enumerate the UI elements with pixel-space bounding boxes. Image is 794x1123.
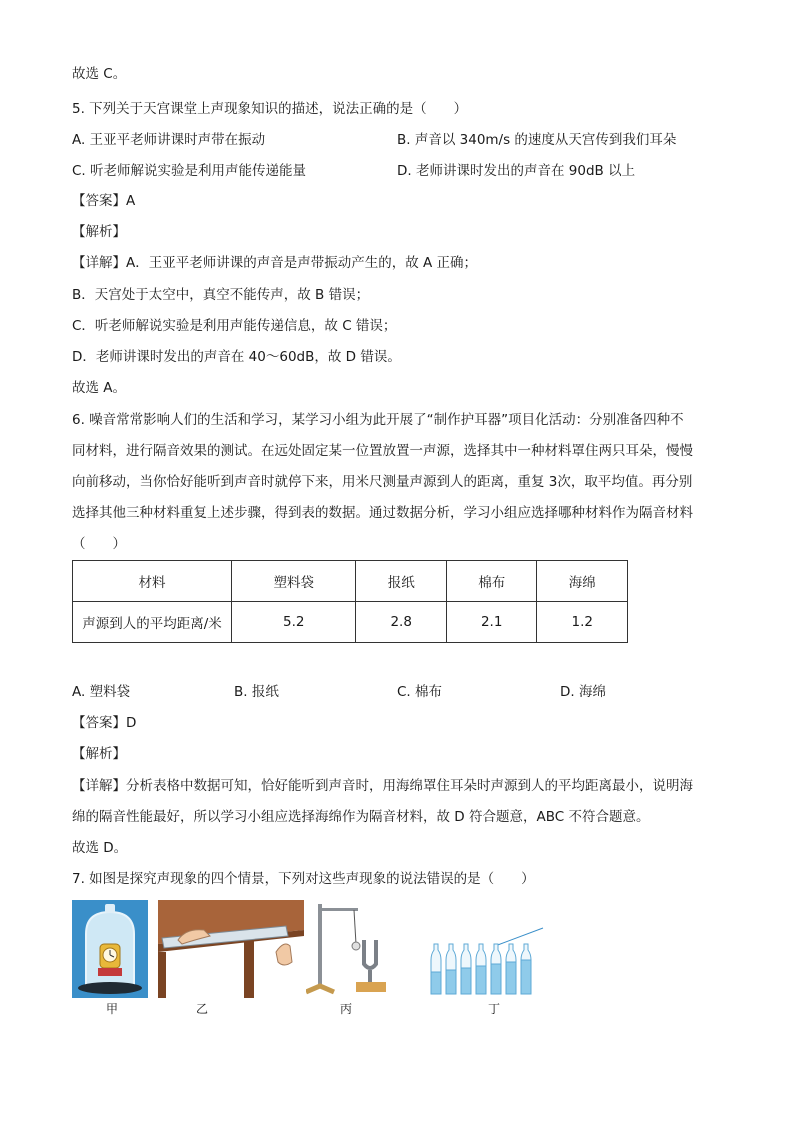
- table-row: [73, 602, 628, 643]
- bottles-figure: [425, 900, 545, 998]
- conclusion-6: 故选 D。: [72, 840, 128, 856]
- table-cell: 2.8: [356, 602, 447, 643]
- ruler-figure: [158, 900, 304, 998]
- question-7: 7. 如图是探究声现象的四个情景，下列对这些声现象的说法错误的是（ ）: [72, 871, 535, 887]
- option-5a: A. 王亚平老师讲课时声带在振动: [72, 132, 266, 148]
- option-6b: B. 报纸: [234, 684, 279, 700]
- table-header-cell: 塑料袋: [232, 561, 356, 602]
- table-header-cell: 报纸: [356, 561, 447, 602]
- option-5c: C. 听老师解说实验是利用声能传递能量: [72, 163, 307, 179]
- question-6: （ ）: [72, 536, 126, 552]
- answer-6: 【答案】D: [72, 715, 137, 731]
- option-6c: C. 棉布: [397, 684, 443, 700]
- detail-5-line: C．听老师解说实验是利用声能传递信息，故 C 错误；: [72, 318, 397, 334]
- table-cell: 声源到人的平均距离/米: [73, 602, 232, 643]
- table-header-cell: 材料: [73, 561, 232, 602]
- option-6a: A. 塑料袋: [72, 684, 131, 700]
- table-header-cell: 海绵: [537, 561, 628, 602]
- detail-5-line: D．老师讲课时发出的声音在 40～60dB，故 D 错误。: [72, 349, 401, 365]
- table-header-cell: 棉布: [446, 561, 537, 602]
- question-6: 同材料，进行隔音效果的测试。在远处固定某一位置放置一声源，选择其中一种材料罩住两只耳朵，慢慢: [72, 443, 693, 459]
- option-5d: D. 老师讲课时发出的声音在 90dB 以上: [397, 163, 636, 179]
- question-5: 5. 下列关于天宫课堂上声现象知识的描述，说法正确的是（ ）: [72, 101, 468, 117]
- analysis-label-5: 【解析】: [72, 224, 126, 240]
- question-6: 选择其他三种材料重复上述步骤，得到表的数据。通过数据分析，学习小组应选择哪种材料作为隔音材料: [72, 505, 693, 521]
- answer-5: 【答案】A: [72, 193, 136, 209]
- table-cell: 5.2: [232, 602, 356, 643]
- figure-caption-jia: 甲: [106, 1002, 119, 1016]
- question-6: 向前移动，当你恰好能听到声音时就停下来，用米尺测量声源到人的距离，重复 3次，取平均值。再分别: [72, 474, 693, 490]
- detail-5-line: B．天宫处于太空中，真空不能传声，故 B 错误；: [72, 287, 370, 303]
- analysis-label-6: 【解析】: [72, 746, 126, 762]
- table-cell: 2.1: [446, 602, 537, 643]
- option-6d: D. 海绵: [560, 684, 606, 700]
- figure-caption-yi: 乙: [196, 1002, 209, 1016]
- figure-caption-bing: 丙: [340, 1002, 353, 1016]
- detail-5-line: 【详解】A．王亚平老师讲课的声音是声带振动产生的，故 A 正确；: [72, 255, 478, 271]
- detail-6-line: 绵的隔音性能最好，所以学习小组应选择海绵作为隔音材料，故 D 符合题意，ABC 不符合题意。: [72, 809, 650, 825]
- table-row: [73, 561, 628, 602]
- question-6: 6. 噪音常常影响人们的生活和学习，某学习小组为此开展了“制作护耳器”项目化活动：分别准备四种不: [72, 412, 684, 428]
- figure-caption-ding: 丁: [488, 1002, 501, 1016]
- option-5b: B. 声音以 340m/s 的速度从天宫传到我们耳朵: [397, 132, 677, 148]
- tuning-fork-figure: [306, 900, 390, 998]
- conclusion-5: 故选 A。: [72, 380, 127, 396]
- data-table: [72, 560, 628, 643]
- text-line: 故选 C。: [72, 66, 127, 82]
- bell-jar-figure: [72, 900, 148, 998]
- detail-6-line: 【详解】分析表格中数据可知，恰好能听到声音时，用海绵罩住耳朵时声源到人的平均距离最小，说明海: [72, 778, 693, 794]
- table-cell: 1.2: [537, 602, 628, 643]
